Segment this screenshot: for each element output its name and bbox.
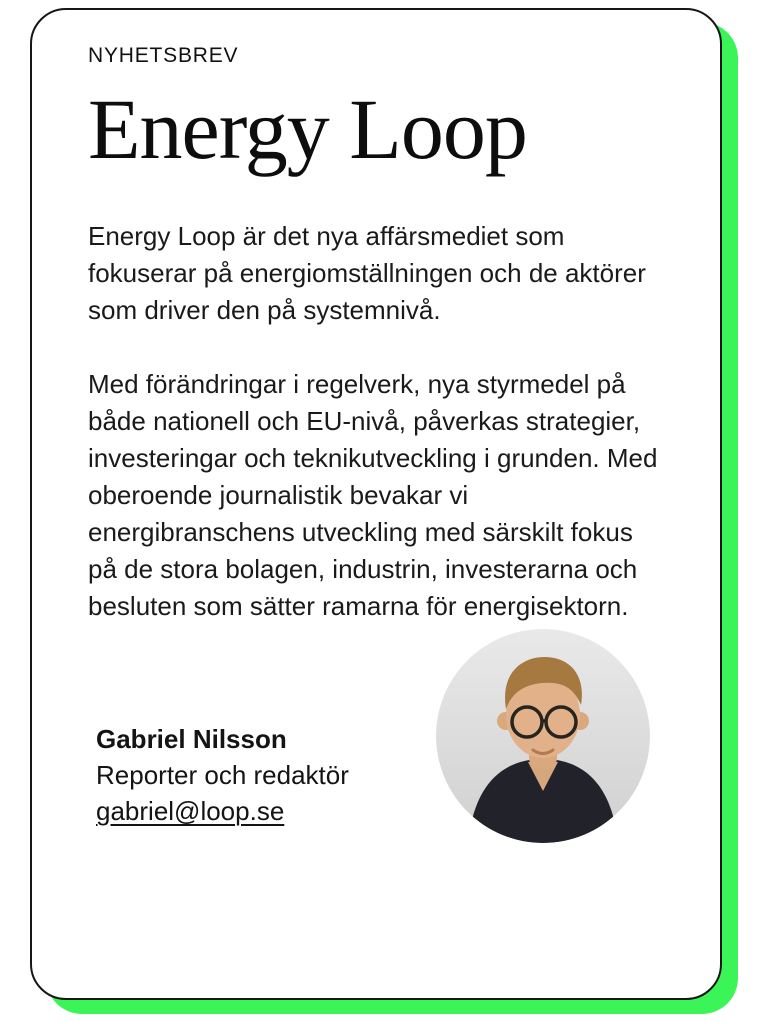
author-role: Reporter och redaktör — [96, 760, 349, 790]
author-photo — [436, 629, 650, 843]
author-email-link[interactable]: gabriel@loop.se — [96, 796, 285, 826]
description-paragraph: Med förändringar i regelverk, nya styrmedel på både nationell och EU-nivå, påverkas strategier, investeringar och teknikutveckling i grunden. Med oberoende journalistik bevakar vi energibranschens utveckling med särskilt fokus på de stora bolagen, industrin, investerarna och besluten som sätter ramarna för energisektorn. — [88, 369, 658, 621]
newsletter-card-stack — [30, 8, 722, 1000]
author-info — [88, 721, 349, 829]
newsletter-card — [30, 8, 722, 1000]
intro-paragraph: Energy Loop är det nya affärsmediet som fokuserar på energiomställningen och de aktörer som driver den på systemnivå. — [88, 221, 646, 325]
newsletter-title: Energy Loop — [88, 81, 527, 177]
author-name: Gabriel Nilsson — [96, 724, 287, 754]
kicker-label: NYHETSBREV — [88, 44, 239, 67]
author-section — [88, 629, 664, 843]
portrait-illustration — [436, 629, 650, 843]
